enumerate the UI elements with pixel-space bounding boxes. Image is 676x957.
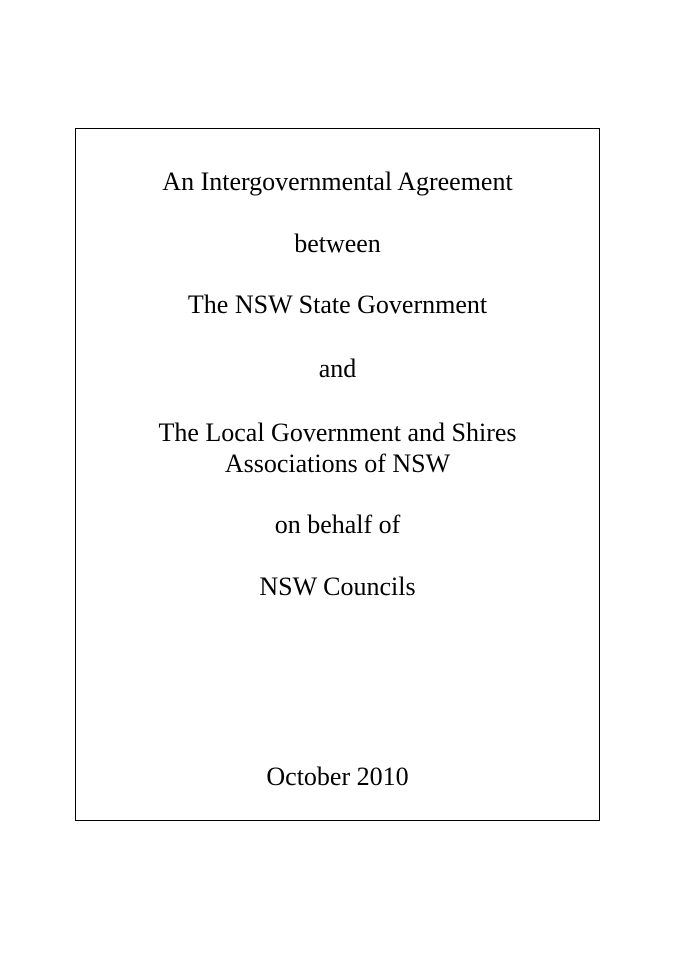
- agreement-title: An Intergovernmental Agreement: [162, 167, 513, 196]
- party-state-government: The NSW State Government: [187, 290, 488, 319]
- agreement-date: October 2010: [266, 762, 409, 791]
- beneficiary-councils: NSW Councils: [259, 572, 416, 601]
- connector-between: between: [294, 229, 381, 258]
- party-local-government-line-2: Associations of NSW: [224, 449, 451, 478]
- connector-and: and: [318, 354, 357, 383]
- cover-border-frame: [75, 128, 600, 821]
- connector-on-behalf-of: on behalf of: [274, 510, 401, 539]
- party-local-government-line-1: The Local Government and Shires: [158, 418, 517, 447]
